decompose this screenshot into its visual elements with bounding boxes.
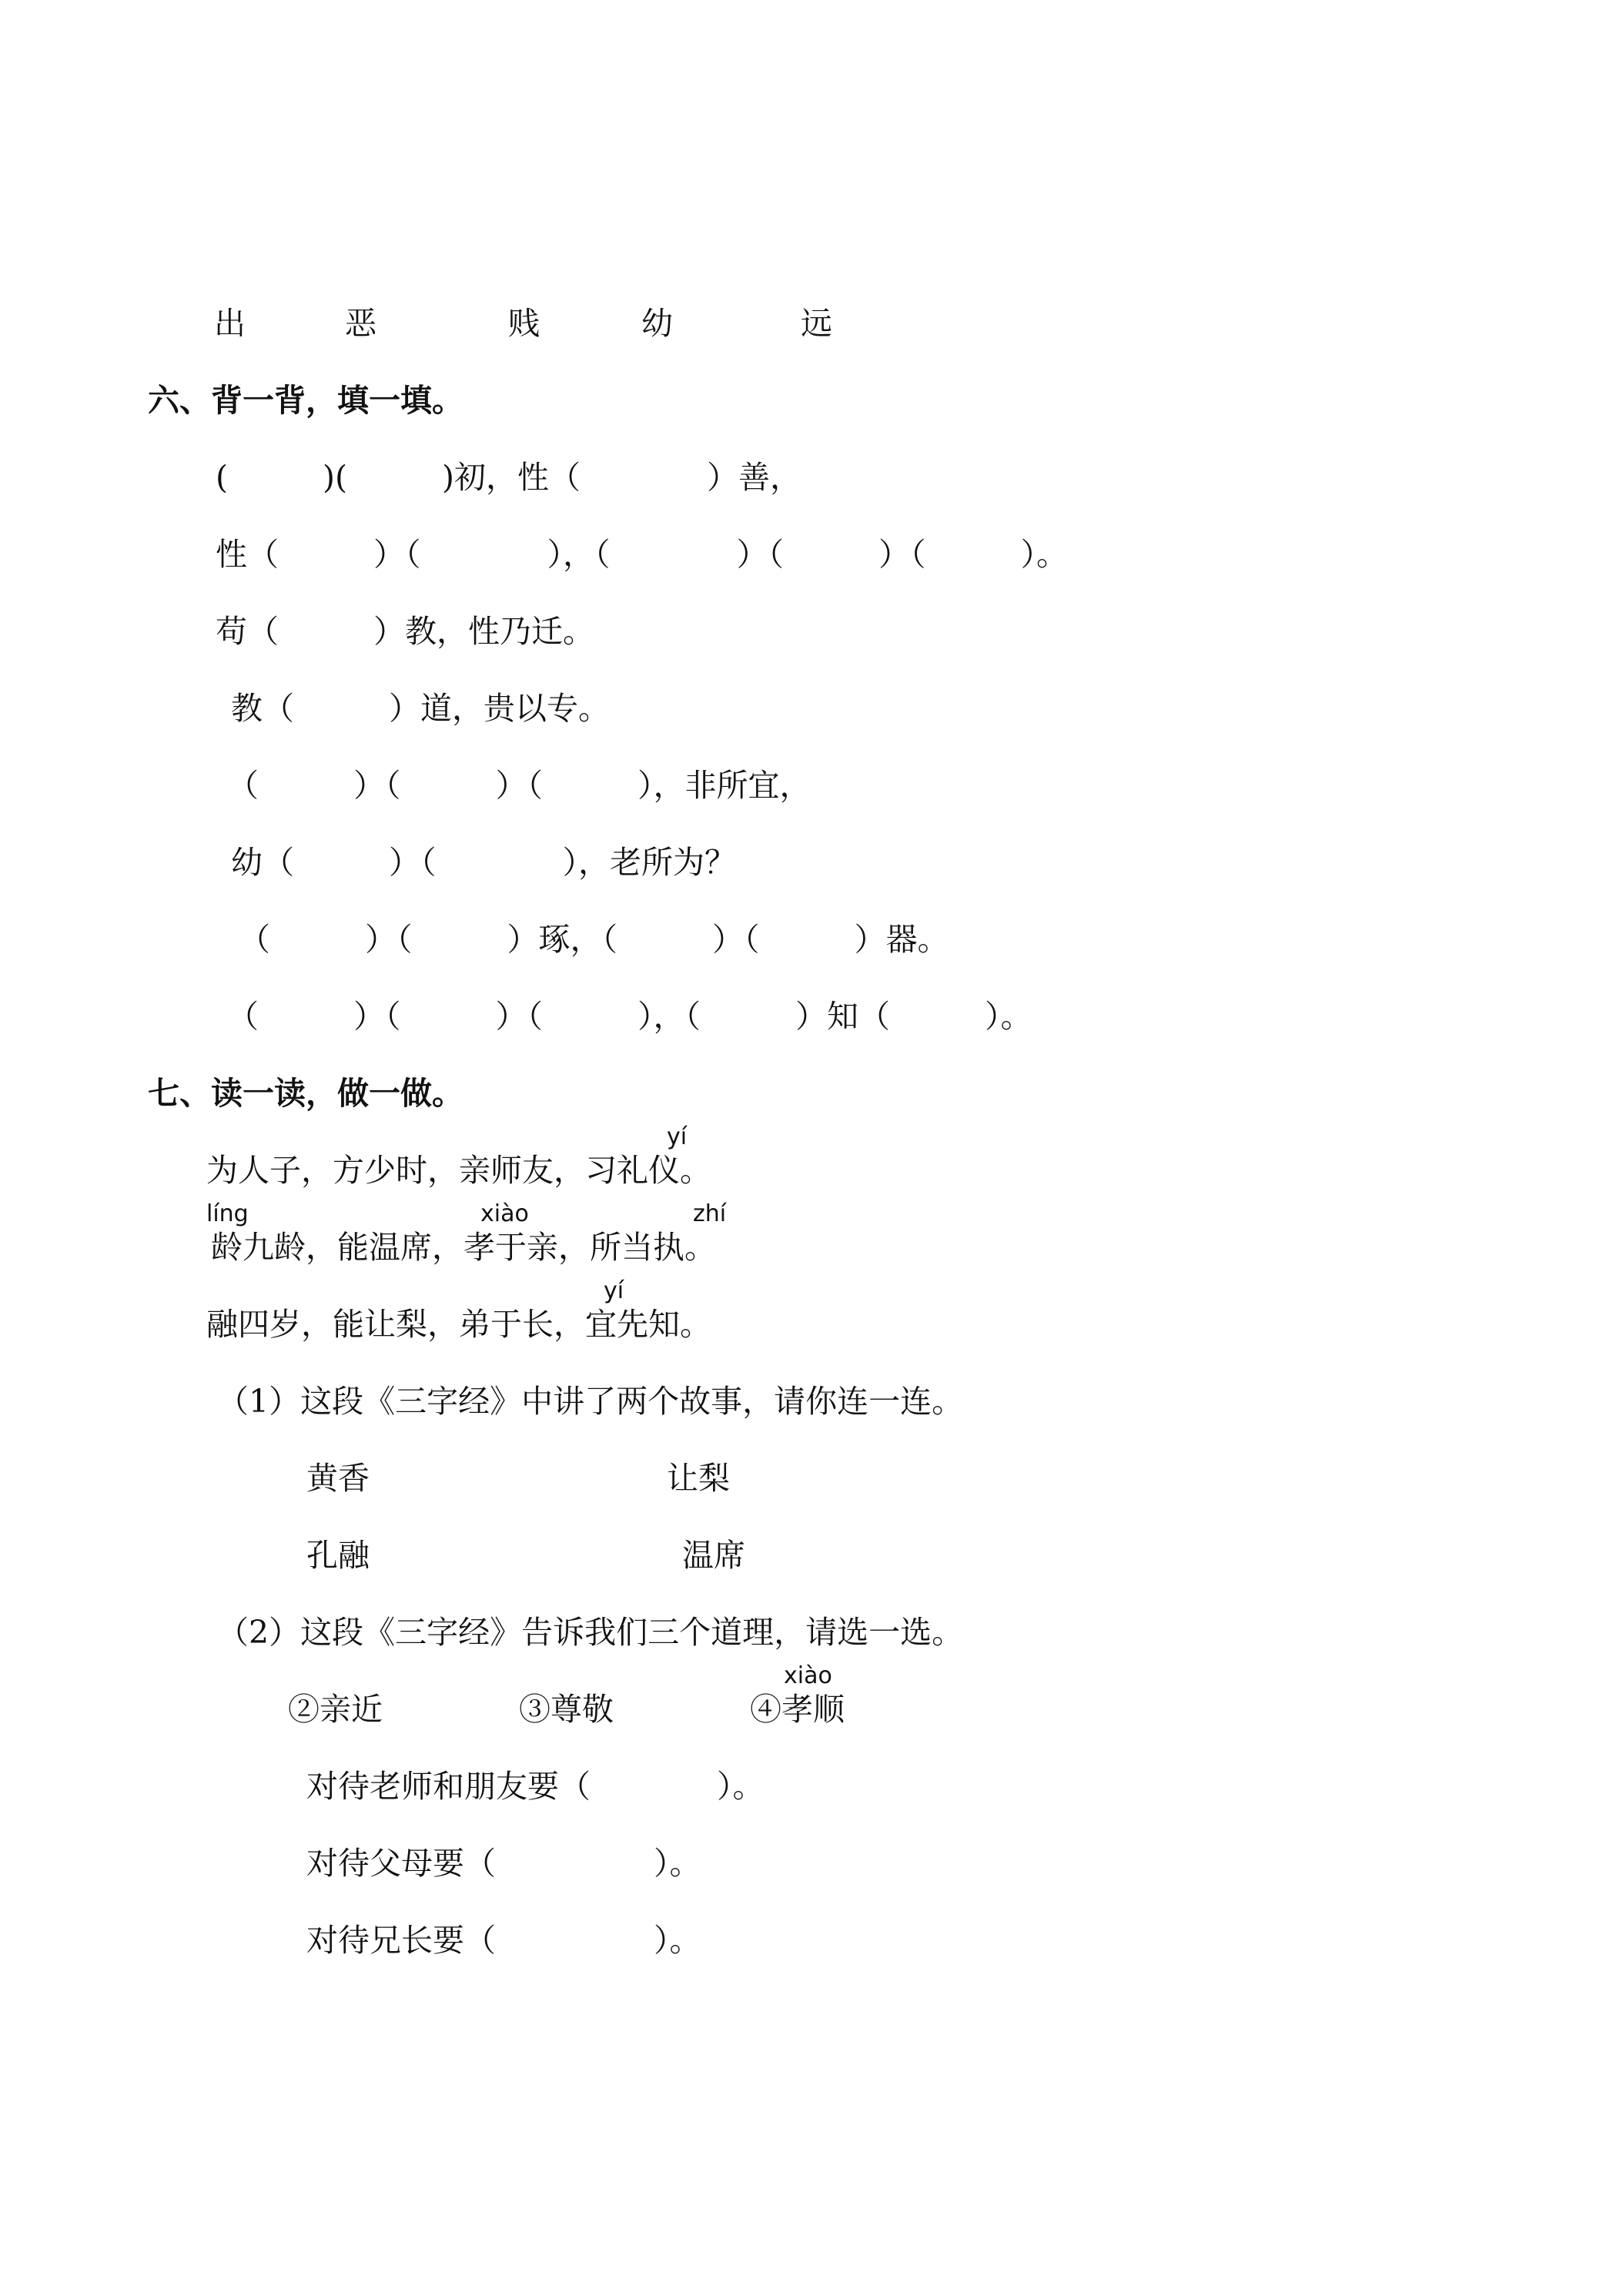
char-item: 贱 bbox=[508, 305, 540, 342]
char-item: 恶 bbox=[345, 305, 376, 342]
verse-line: 龄九龄，能温席，孝于亲，所当执。 bbox=[211, 1229, 716, 1266]
section-7-heading: 七、读一读，做一做。 bbox=[148, 1075, 463, 1112]
verse-line: 融四岁，能让梨，弟于长，宜先知。 bbox=[206, 1306, 711, 1343]
fill-line: （ ）（ ）琢，（ ）（ ）器。 bbox=[239, 921, 949, 958]
fill-line: ( )( )初，性（ ）善， bbox=[216, 459, 801, 496]
fill-line: （ ）（ ）（ ），非所宜， bbox=[227, 767, 812, 804]
fill-line: 苟（ ）教，性乃迁。 bbox=[216, 613, 594, 650]
answer-line: 对待老师和朋友要（ ）。 bbox=[306, 1768, 765, 1805]
section-6-heading: 六、背一背，填一填。 bbox=[148, 382, 463, 419]
option-item: ②亲近 bbox=[288, 1691, 383, 1728]
option-item: ④孝顺 bbox=[750, 1691, 845, 1728]
pinyin-annotation: zhí bbox=[693, 1200, 727, 1227]
pinyin-annotation: xiào bbox=[480, 1200, 529, 1227]
char-item: 出 bbox=[214, 305, 246, 342]
pinyin-annotation: yí bbox=[604, 1277, 624, 1304]
char-item: 远 bbox=[801, 305, 832, 342]
fill-line: 教（ ）道，贵以专。 bbox=[231, 690, 610, 727]
match-right-item: 让梨 bbox=[667, 1460, 730, 1497]
pinyin-annotation: yí bbox=[667, 1123, 688, 1150]
match-left-item: 黄香 bbox=[306, 1460, 370, 1497]
answer-line: 对待兄长要（ ）。 bbox=[306, 1922, 701, 1959]
pinyin-annotation: xiào bbox=[784, 1662, 832, 1689]
question-2-prompt: （2）这段《三字经》告诉我们三个道理，请选一选。 bbox=[217, 1614, 964, 1651]
answer-line: 对待父母要（ ）。 bbox=[306, 1845, 701, 1882]
match-left-item: 孔融 bbox=[306, 1537, 370, 1574]
option-item: ③尊敬 bbox=[519, 1691, 614, 1728]
match-right-item: 温席 bbox=[682, 1537, 745, 1574]
pinyin-annotation: líng bbox=[206, 1200, 249, 1227]
question-1-prompt: （1）这段《三字经》中讲了两个故事，请你连一连。 bbox=[217, 1383, 964, 1420]
char-item: 幼 bbox=[641, 305, 673, 342]
fill-line: 幼（ ）（ ），老所为？ bbox=[231, 844, 736, 881]
verse-line: 为人子，方少时，亲师友，习礼仪。 bbox=[206, 1152, 711, 1189]
fill-line: 性（ ）（ ），（ ）（ ）（ ）。 bbox=[216, 536, 1068, 573]
fill-line: （ ）（ ）（ ），（ ）知（ ）。 bbox=[227, 998, 1032, 1035]
